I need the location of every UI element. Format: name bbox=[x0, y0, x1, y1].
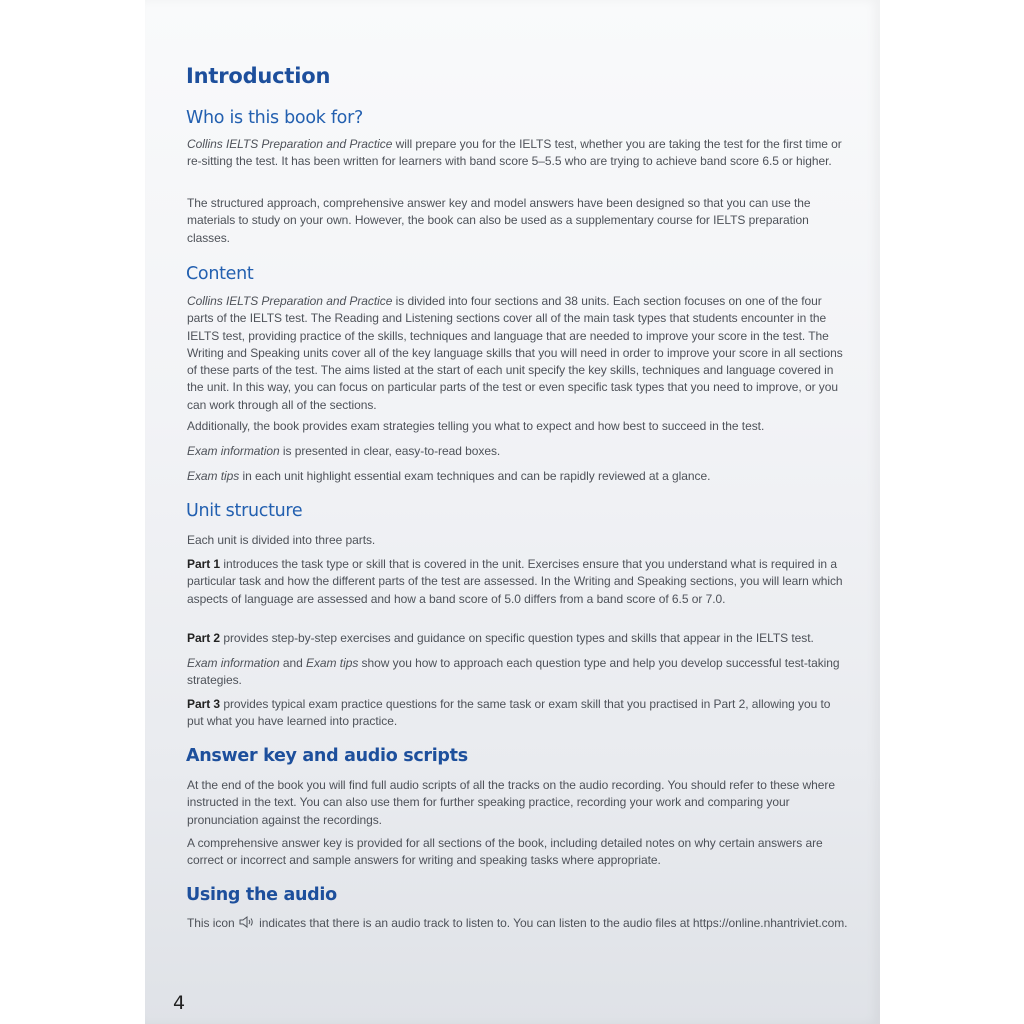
paragraph-text: is presented in clear, easy-to-read boxes. bbox=[279, 444, 501, 458]
paragraph: The structured approach, comprehensive answer key and model answers have been designed so that you can use the materials to study on your own. However, the book can also be used as a supplementary course for IELTS preparation classes. bbox=[187, 196, 811, 245]
paragraph: At the end of the book you will find full audio scripts of all the tracks on the audio recording. You should refer to these where instructed in the text. You can also use them for further speaking practice, recording your work and comparing your pronunciation against the recordings. bbox=[187, 778, 835, 827]
italic-term: Exam information bbox=[187, 444, 280, 458]
section-heading-unit-structure: Unit structure bbox=[186, 501, 303, 521]
speaker-icon bbox=[239, 916, 255, 928]
paragraph: Each unit is divided into three parts. bbox=[187, 533, 376, 547]
paragraph bbox=[187, 630, 849, 647]
italic-term: Exam information bbox=[187, 656, 280, 670]
part-label: Part 1 bbox=[187, 557, 221, 571]
part-label: Part 3 bbox=[187, 697, 221, 711]
paragraph bbox=[187, 293, 849, 414]
paragraph-text: in each unit highlight essential exam techniques and can be rapidly reviewed at a glance. bbox=[239, 469, 711, 483]
paragraph: Additionally, the book provides exam strategies telling you what to expect and how best to succeed in the test. bbox=[187, 419, 765, 433]
paragraph bbox=[187, 915, 849, 932]
italic-term: Exam tips bbox=[187, 469, 240, 483]
page-number: 4 bbox=[173, 992, 186, 1014]
paragraph-text: This icon bbox=[187, 916, 235, 930]
paragraph-text: show you how to approach each question type and help you develop successful test-taking strategies. bbox=[187, 656, 840, 688]
page-title: Introduction bbox=[186, 64, 331, 88]
paragraph bbox=[187, 443, 849, 460]
paragraph bbox=[187, 696, 849, 731]
section-heading-content: Content bbox=[186, 264, 254, 284]
part-label: Part 2 bbox=[187, 631, 221, 645]
paragraph-text: indicates that there is an audio track to listen to. You can listen to the audio files at https://online.nhantriviet.com. bbox=[255, 916, 848, 930]
paragraph-text: provides step-by-step exercises and guidance on specific question types and skills that appear in the IELTS test. bbox=[220, 631, 814, 645]
paragraph bbox=[187, 655, 849, 690]
paragraph-text: is divided into four sections and 38 units. Each section focuses on one of the four parts of the IELTS test. The Reading and Listening sections cover all of the main task types that students encounter in the IELTS test, providing practice of the skills, techniques and language that are needed to improve your score in the test. The Writing and Speaking units cover all of the key language skills that you will need in order to improve your score in all sections of these parts of the test. The aims listed at the start of each unit specify the key skills, techniques and language covered in the unit. In this way, you can focus on particular parts of the test or even specific task types that you need to improve, or you can work through all of the sections. bbox=[187, 294, 843, 412]
book-title-italic: Collins IELTS Preparation and Practice bbox=[187, 294, 393, 308]
paragraph bbox=[187, 556, 849, 608]
paragraph bbox=[187, 468, 849, 485]
paragraph-text: and bbox=[279, 656, 307, 670]
paragraph bbox=[187, 136, 849, 171]
paragraph-text: provides typical exam practice questions for the same task or exam skill that you practised in Part 2, allowing you to put what you have learned into practice. bbox=[187, 697, 831, 729]
italic-term: Exam tips bbox=[306, 656, 359, 670]
paragraph-text: introduces the task type or skill that is covered in the unit. Exercises ensure that you understand what is required in a particular task and how the different parts of the test are assessed. In the Writing and Speaking sections, you will learn which aspects of language are assessed and how a band score of 5.0 differs from a band score of 6.5 or 7.0. bbox=[187, 557, 843, 606]
section-heading-answer-key: Answer key and audio scripts bbox=[186, 746, 468, 766]
section-heading-using-the-audio: Using the audio bbox=[186, 885, 337, 905]
paragraph: A comprehensive answer key is provided for all sections of the book, including detailed notes on why certain answers are correct or incorrect and sample answers for writing and speaking tasks where appropriate. bbox=[187, 836, 823, 868]
paragraph-text: will prepare you for the IELTS test, whether you are taking the test for the first time or re-sitting the test. It has been written for learners with band score 5–5.5 who are trying to achieve band score 6.5 or higher. bbox=[187, 137, 842, 169]
book-page bbox=[145, 0, 880, 1024]
section-heading-who-is-this-book-for: Who is this book for? bbox=[186, 108, 363, 128]
book-title-italic: Collins IELTS Preparation and Practice bbox=[187, 137, 393, 151]
